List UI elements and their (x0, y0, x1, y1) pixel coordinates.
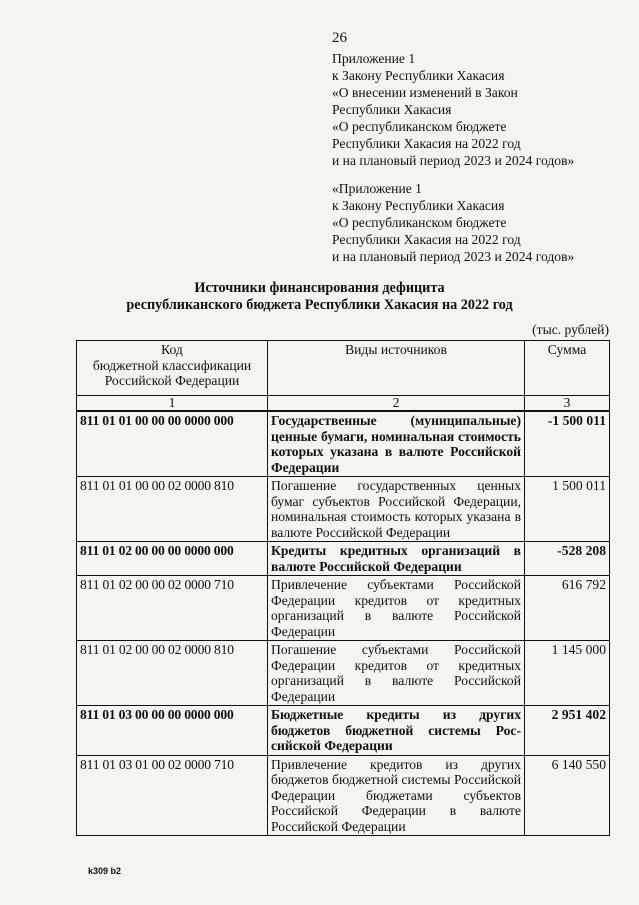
appendix-line: к Закону Республики Хакасия (332, 68, 505, 83)
appendix-line: «О республиканском бюджете (332, 119, 507, 134)
row-sum: 2 951 402 (525, 706, 610, 756)
row-sum: 616 792 (525, 576, 610, 641)
column-number: 1 (77, 396, 268, 412)
table-row (77, 477, 610, 542)
row-name: Кредиты кредитных организаций в валюте Российской Федерации (268, 542, 525, 576)
table-header-row (77, 341, 610, 396)
row-sum: 1 145 000 (525, 641, 610, 706)
row-name: Бюджетные кредиты из других бюджетов бюджетной системы Российской Федерации (268, 706, 525, 756)
row-code: 811 01 02 00 00 00 0000 000 (77, 542, 268, 576)
appendix-line: «О внесении изменений в Закон (332, 85, 518, 100)
row-sum: -528 208 (525, 542, 610, 576)
footer-mark: k309 b2 (88, 866, 122, 876)
row-sum: 1 500 011 (525, 477, 610, 542)
table-row (77, 542, 610, 576)
table-row (77, 411, 610, 477)
table-row (77, 755, 610, 836)
document-title (0, 280, 639, 314)
appendix-line: «О республиканском бюджете (332, 215, 507, 230)
column-number-row (77, 396, 610, 412)
units-label: (тыс. рублей) (532, 322, 609, 337)
row-name: Привлечение субъектами Российской Федерации кредитов от кредитных организаций в валюте Российской Федерации (268, 576, 525, 641)
appendix-line: «Приложение 1 (332, 181, 422, 196)
header-code-line: бюджетной классификации (92, 357, 252, 373)
row-name: Государственные (муниципальные) ценные бумаги, номинальная стоимость которых указана в валюте Российской Федерации (268, 411, 525, 477)
row-name: Погашение государственных ценных бумаг субъектов Российской Федерации, номинальная стоимость которых указана в валюте Российской Федерации (268, 477, 525, 542)
row-sum: -1 500 011 (525, 411, 610, 477)
financing-sources-table (76, 340, 610, 836)
row-code: 811 01 03 01 00 02 0000 710 (77, 755, 268, 836)
appendix-line: к Закону Республики Хакасия (332, 198, 505, 213)
row-code: 811 01 02 00 00 02 0000 710 (77, 576, 268, 641)
appendix-line: Приложение 1 (332, 51, 416, 66)
page-number: 26 (332, 30, 347, 46)
appendix-line: Республики Хакасия на 2022 год (332, 136, 521, 151)
row-code: 811 01 01 00 00 02 0000 810 (77, 477, 268, 542)
row-sum: 6 140 550 (525, 755, 610, 836)
column-number: 2 (268, 396, 525, 412)
appendix-line: и на плановый период 2023 и 2024 годов» (332, 153, 575, 168)
header-code (77, 341, 268, 396)
row-code: 811 01 02 00 00 02 0000 810 (77, 641, 268, 706)
table-row (77, 641, 610, 706)
table-row (77, 576, 610, 641)
appendix-heading-current (332, 50, 574, 169)
header-code-line: Российской Федерации (104, 373, 240, 388)
title-line: Источники финансирования дефицита (194, 280, 445, 296)
row-name: Привлечение кредитов из других бюджетов бюджетной системы Российской Федерации бюджетами субъектов Российской Федерации в валюте Российской Федерации (268, 755, 525, 836)
header-sum: Сумма (525, 341, 610, 396)
appendix-heading-previous (332, 180, 574, 265)
row-code: 811 01 01 00 00 00 0000 000 (77, 411, 268, 477)
row-name: Погашение субъектами Российской Федерации кредитов от кредитных организаций в валюте Российской Федерации (268, 641, 525, 706)
appendix-line: Республики Хакасия (332, 102, 452, 117)
appendix-line: Республики Хакасия на 2022 год (332, 232, 521, 247)
column-number: 3 (525, 396, 610, 412)
header-code-line: Код (161, 342, 183, 357)
row-code: 811 01 03 00 00 00 0000 000 (77, 706, 268, 756)
header-name: Виды источников (268, 341, 525, 396)
title-line: республиканского бюджета Республики Хакасия на 2022 год (126, 297, 513, 313)
appendix-line: и на плановый период 2023 и 2024 годов» (332, 249, 575, 264)
table-row (77, 706, 610, 756)
